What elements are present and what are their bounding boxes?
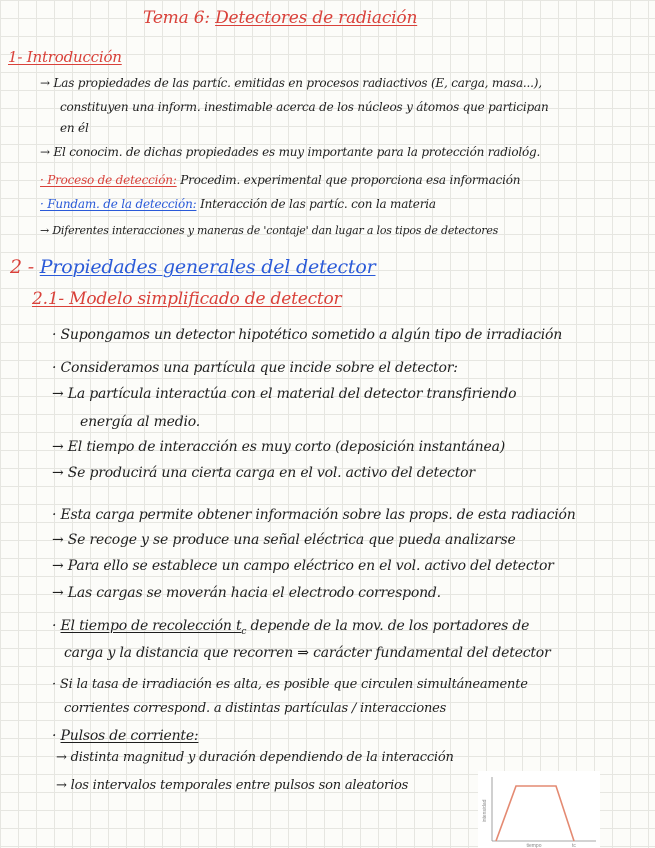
detection-process-line [40,174,520,186]
collection-time-subscript: c [241,626,247,637]
arrow-pulse-intervals: → los intervalos temporales entre pulsos son aleatorios [56,778,409,793]
bullet-hypothetical-detector: · Supongamos un detector hipotético sometido a algún tipo de irradiación [52,327,563,343]
bullet-current-pulses [52,729,198,743]
page-title [143,10,417,27]
figure-y-label: intensidad [482,799,488,823]
section-1-heading: 1- Introducción [8,48,122,66]
collection-time-line-2: carga y la distancia que recorren ⇒ carácter fundamental del detector [64,645,551,661]
bullet-dot: · [52,618,57,634]
section-2-heading [10,258,376,277]
title-prefix: Tema 6: [143,8,210,28]
irradiation-rate-line-2: corrientes correspond. a distintas partículas / interacciones [64,701,447,716]
intro-line-3: en él [60,121,89,135]
arrow-charges-move: → Las cargas se moverán hacia el electrodo correspond. [52,585,441,601]
current-pulses-label: Pulsos de corriente: [60,728,199,744]
figure-x-label: tiempo [526,843,542,848]
detection-process-label: · Proceso de detección: [40,173,177,187]
detection-basis-label: · Fundam. de la detección: [40,197,197,211]
intro-line-5: → Diferentes interacciones y maneras de 'contaje' dan lugar a los tipos de detectores [40,224,499,237]
detection-basis-text: Interacción de las partíc. con la materia [200,197,436,211]
arrow-signal-collected: → Se recoge y se produce una señal eléctrica que pueda analizarse [52,532,516,548]
subsection-2-1-heading [32,291,341,308]
detection-basis-line [40,198,436,210]
bullet-charge-information: · Esta carga permite obtener información sobre las props. de esta radiación [52,507,576,523]
intro-line-1: → Las propiedades de las partíc. emitidas en procesos radiactivos (E, carga, masa...), [40,76,542,90]
arrow-particle-interacts-cont: energía al medio. [80,414,201,430]
intro-line-2: constituyen una inform. inestimable acerca de los núcleos y átomos que participan [60,100,549,114]
title-main: Detectores de radiación [215,8,418,28]
bullet-dot: · [52,728,57,744]
current-pulse-figure [478,771,600,848]
detection-process-text: Procedim. experimental que proporciona esa información [180,173,521,187]
arrow-particle-interacts: → La partícula interactúa con el material del detector transfiriendo [52,386,517,402]
bullet-irradiation-rate: · Si la tasa de irradiación es alta, es posible que circulen simultáneamente [52,677,528,692]
arrow-electric-field: → Para ello se establece un campo eléctrico en el vol. activo del detector [52,558,554,574]
bullet-incident-particle: · Consideramos una partícula que incide sobre el detector: [52,360,458,376]
figure-tc-label: tc [572,843,576,848]
arrow-pulse-magnitude: → distinta magnitud y duración dependiendo de la interacción [56,750,454,765]
figure-background [478,771,600,848]
subsection-2-1-title: 2.1- Modelo simplificado de detector [32,289,342,309]
collection-time-rest: depende de la mov. de los portadores de [246,618,530,634]
bullet-collection-time [52,619,529,637]
section-2-title: Propiedades generales del detector [39,256,376,278]
section-2-number: 2 - [10,256,40,278]
intro-line-4: → El conocim. de dichas propiedades es muy importante para la protección radiológ. [40,145,541,159]
arrow-charge-produced: → Se producirá una cierta carga en el vol. activo del detector [52,465,475,481]
arrow-interaction-time: → El tiempo de interacción es muy corto (deposición instantánea) [52,439,505,455]
collection-time-label: El tiempo de recolección t [60,618,242,634]
